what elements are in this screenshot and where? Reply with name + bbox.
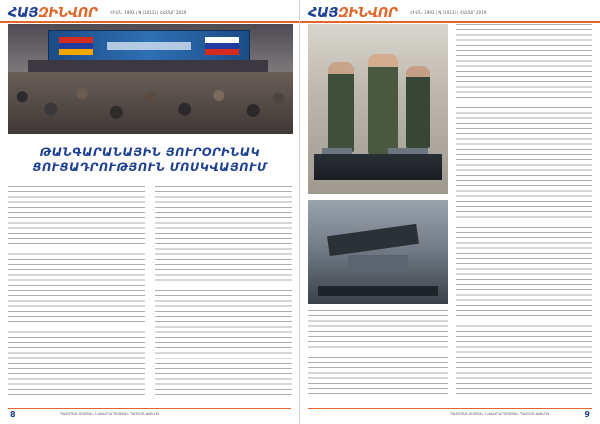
headline-line-1: ԹԱՆԳԱՐԱՆԱՅԻՆ ՅՈՒՐՕՐԻՆԱԿ	[39, 145, 261, 159]
article-body-columns	[8, 186, 292, 396]
masthead-part2: ԶԻՆՎՈՐ	[38, 6, 98, 21]
paragraph-break	[155, 284, 292, 288]
paragraph-break	[8, 248, 145, 252]
model-base	[318, 286, 438, 296]
masthead-logo	[308, 6, 397, 21]
person-figure	[368, 54, 398, 154]
masthead-part1: ՀԱՅ	[308, 6, 339, 21]
issue-line: ՀԻՄՆ. 1993 | N (1013) | ՀԱՄԱՐ 2019	[410, 10, 487, 15]
footer-rule	[8, 408, 291, 409]
body-column-2	[155, 186, 292, 396]
person-figure	[328, 62, 354, 152]
paragraph-break	[456, 320, 592, 324]
conference-hall-photo	[8, 24, 293, 134]
display-table	[314, 154, 442, 180]
headline-line-2: ՑՈՒՑԱԴՐՈՒԹՅՈՒՆ ՄՈՍԿՎԱՅՈՒՄ	[32, 160, 268, 174]
exhibition-visit-photo	[308, 24, 448, 194]
text-lines	[155, 186, 292, 396]
header-rule	[300, 21, 600, 23]
masthead-part1: ՀԱՅ	[8, 6, 39, 21]
body-column-right	[456, 24, 592, 396]
model-shape	[327, 224, 419, 256]
masthead-logo	[8, 6, 97, 21]
body-column-bottom	[308, 310, 448, 396]
page-number: 9	[584, 410, 590, 419]
page-footer	[300, 408, 600, 418]
paragraph-break	[308, 350, 448, 354]
model-shape	[348, 255, 408, 269]
issue-line: ՀԻՄՆ. 1993 | N (1013) | ՀԱՄԱՐ 2019	[110, 10, 187, 15]
footer-text: ՊԱՇՏՊԱՆՈՒԹՅԱՆ ՆԱԽԱՐԱՐՈՒԹՅԱՆ ՊԱՇՏՈՆԱԹԵՐԹ	[450, 412, 550, 416]
person-figure	[406, 66, 430, 148]
paragraph-break	[155, 354, 292, 358]
stage	[28, 60, 268, 72]
article-headline	[0, 145, 300, 175]
page-footer	[0, 408, 299, 418]
text-lines	[456, 24, 592, 396]
footer-rule	[308, 408, 592, 409]
text-lines	[8, 186, 145, 396]
paragraph-break	[456, 220, 592, 224]
header-rule	[0, 21, 299, 23]
flag-right	[205, 37, 239, 55]
banner-bar	[107, 42, 191, 50]
audience	[8, 72, 293, 134]
flag-left	[59, 37, 93, 55]
body-column-1	[8, 186, 145, 396]
stage-banner	[48, 30, 250, 62]
paragraph-break	[8, 326, 145, 330]
masthead-part2: ԶԻՆՎՈՐ	[338, 6, 398, 21]
right-page	[300, 0, 600, 424]
footer-text: ՊԱՇՏՊԱՆՈՒԹՅԱՆ ՆԱԽԱՐԱՐՈՒԹՅԱՆ ՊԱՇՏՈՆԱԹԵՐԹ	[60, 412, 160, 416]
paragraph-break	[456, 102, 592, 106]
page-number: 8	[10, 410, 16, 419]
exhibit-model-photo	[308, 200, 448, 304]
